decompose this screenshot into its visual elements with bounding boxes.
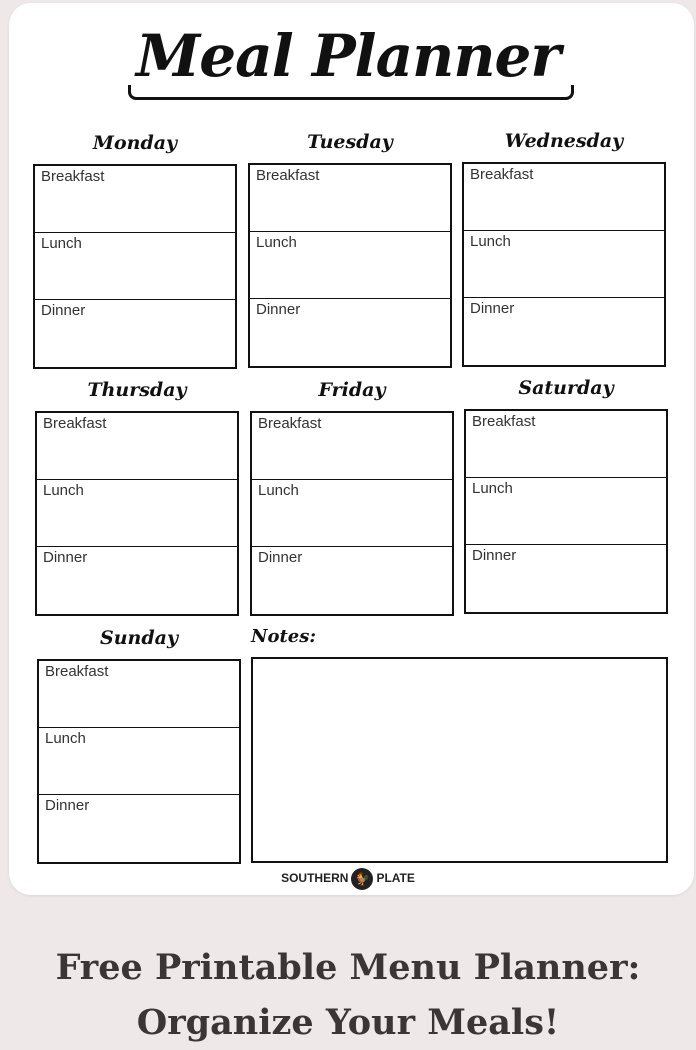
day-label-tuesday: Tuesday <box>307 131 393 153</box>
meal-slot-dinner: Dinner <box>41 302 86 319</box>
meal-slot-lunch: Lunch <box>250 232 450 299</box>
meal-slot-dinner: Dinner <box>258 549 303 566</box>
day-box-wednesday <box>462 162 666 367</box>
meal-slot-breakfast: Breakfast <box>35 166 235 233</box>
caption <box>0 940 696 1050</box>
brand-left: SOUTHERN <box>281 871 349 886</box>
day-label-thursday: Thursday <box>87 379 187 401</box>
meal-slot-lunch: Lunch <box>35 233 235 300</box>
brand-right: PLATE <box>376 871 415 886</box>
day-box-monday <box>33 164 237 369</box>
meal-slot-breakfast: Breakfast <box>252 413 452 480</box>
title-underline <box>128 85 574 100</box>
day-label-monday: Monday <box>92 132 178 154</box>
caption-line-2: Organize Your Meals! <box>136 1002 560 1043</box>
day-label-friday: Friday <box>318 379 386 401</box>
meal-slot-breakfast: Breakfast <box>39 661 239 728</box>
meal-slot-dinner: Dinner <box>43 549 88 566</box>
day-label-saturday: Saturday <box>518 377 614 399</box>
meal-slot-breakfast: Breakfast <box>250 165 450 232</box>
chicken-icon: 🐓 <box>351 868 373 890</box>
meal-slot-dinner: Dinner <box>45 797 90 814</box>
brand-logo <box>0 868 696 890</box>
meal-slot-breakfast: Breakfast <box>464 164 664 231</box>
day-box-saturday <box>464 409 668 614</box>
day-box-thursday <box>35 411 239 616</box>
meal-slot-lunch: Lunch <box>37 480 237 547</box>
meal-slot-breakfast: Breakfast <box>37 413 237 480</box>
day-box-friday <box>250 411 454 616</box>
meal-slot-lunch: Lunch <box>252 480 452 547</box>
caption-line-1: Free Printable Menu Planner: <box>55 947 641 988</box>
meal-slot-dinner: Dinner <box>470 300 515 317</box>
notes-label: Notes: <box>251 626 317 647</box>
meal-slot-lunch: Lunch <box>39 728 239 795</box>
page-title: Meal Planner <box>136 22 560 90</box>
day-box-sunday <box>37 659 241 864</box>
meal-slot-lunch: Lunch <box>464 231 664 298</box>
meal-slot-breakfast: Breakfast <box>466 411 666 478</box>
notes-box <box>251 657 668 863</box>
day-box-tuesday <box>248 163 452 368</box>
meal-slot-dinner: Dinner <box>472 547 517 564</box>
meal-slot-lunch: Lunch <box>466 478 666 545</box>
day-label-sunday: Sunday <box>100 627 178 649</box>
meal-slot-dinner: Dinner <box>256 301 301 318</box>
day-label-wednesday: Wednesday <box>504 130 624 152</box>
